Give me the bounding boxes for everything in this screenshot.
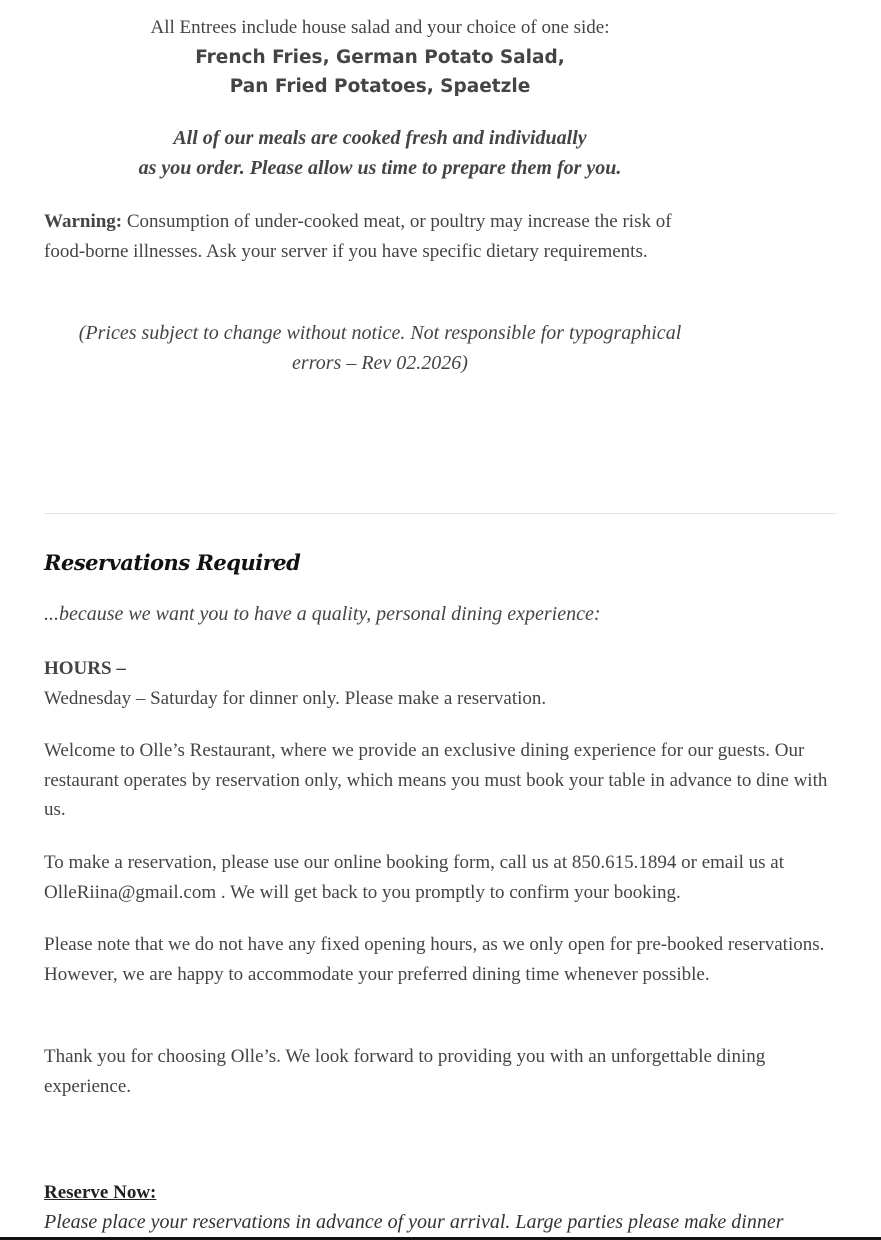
hours-label: HOURS –: [44, 658, 126, 679]
contact-paragraph: [44, 848, 839, 907]
fresh-note-line-1: All of our meals are cooked fresh and individually: [173, 127, 587, 149]
email-link[interactable]: OlleRiina@gmail.com: [44, 881, 217, 903]
section-divider: [44, 513, 837, 514]
thank-you-paragraph: Thank you for choosing Olle’s. We look forward to providing you with an unforgettable dining experience.: [44, 1046, 766, 1097]
reserve-now-heading: Reserve Now:: [44, 1182, 157, 1203]
hours-block: [44, 654, 839, 713]
hours-text: Wednesday – Saturday for dinner only. Please make a reservation.: [44, 687, 547, 709]
warning-label: Warning:: [44, 211, 123, 232]
warning-text: Consumption of under-cooked meat, or poultry may increase the risk of food-borne illnesses. Ask your server if you have specific dietary requirements.: [44, 211, 672, 262]
entrees-info: [44, 13, 716, 102]
reservations-tagline: ...because we want you to have a quality, personal dining experience:: [44, 603, 601, 625]
contact-text-prefix: To make a reservation, please use our online booking form, call us at 850.615.1894 or email us at: [44, 852, 785, 873]
price-disclaimer-line-1: (Prices subject to change without notice. Not responsible for typographical: [78, 322, 682, 344]
fresh-cooking-note: [44, 124, 716, 183]
food-warning: [44, 207, 716, 266]
price-disclaimer: [44, 319, 716, 378]
price-disclaimer-line-2: errors – Rev 02.2026): [292, 351, 468, 374]
hours-note-paragraph: Please note that we do not have any fixed opening hours, as we only open for pre-booked reservations. However, we are happy to accommodate your preferred dining time whenever possible.: [44, 934, 825, 985]
welcome-paragraph: Welcome to Olle’s Restaurant, where we provide an exclusive dining experience for our guests. Our restaurant operates by reservation only, which means you must book your table in advance to dine with us.: [44, 740, 828, 820]
reserve-now-block: [44, 1178, 839, 1237]
sides-line-2: Pan Fried Potatoes, Spaetzle: [229, 76, 531, 97]
reservations-title: Reservations Required: [44, 550, 301, 575]
contact-text-suffix: . We will get back to you promptly to confirm your booking.: [216, 881, 681, 903]
entrees-intro-text: All Entrees include house salad and your choice of one side:: [150, 17, 610, 38]
sides-line-1: French Fries, German Potato Salad,: [195, 46, 565, 68]
reserve-note: Please place your reservations in advance of your arrival. Large parties please make dinner: [44, 1210, 784, 1233]
fresh-note-line-2: as you order. Please allow us time to prepare them for you.: [138, 156, 622, 179]
